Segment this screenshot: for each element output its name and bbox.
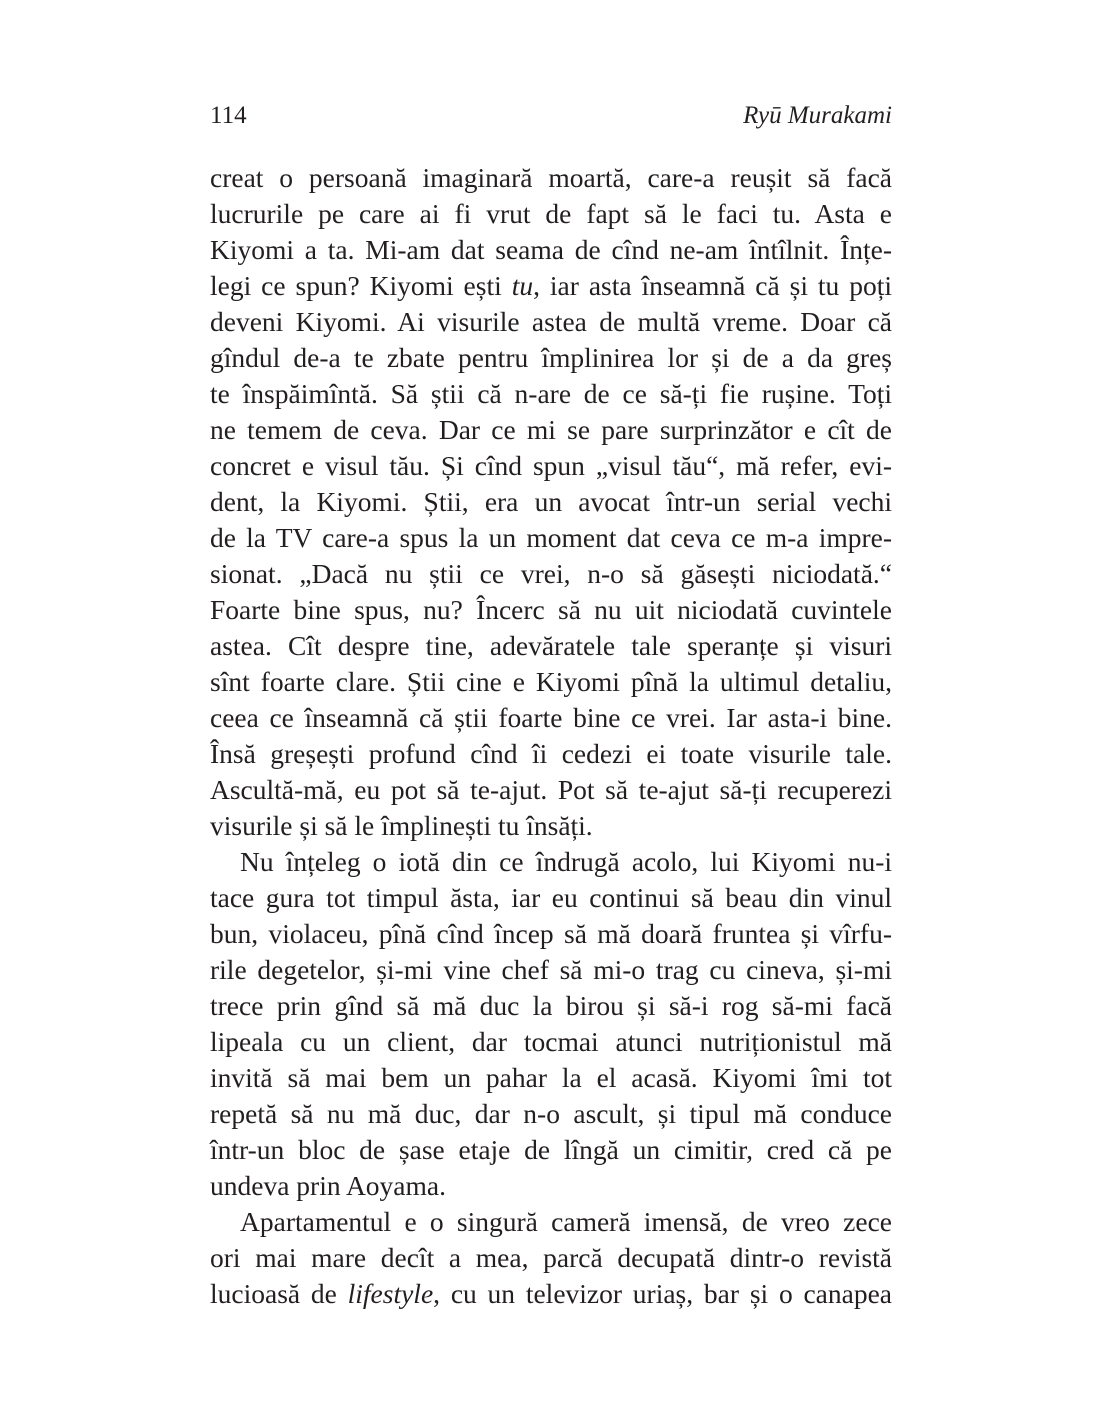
text-segment: legi ce spun? Kiyomi ești <box>210 270 512 301</box>
text-line: astea. Cît despre tine, adevăratele tale speranțe și visuri <box>210 630 892 661</box>
text-segment: , cu un televizor uriaș, bar și o canapea <box>433 1278 892 1309</box>
italic-segment: lifestyle <box>347 1278 434 1309</box>
text-line: bun, violaceu, pînă cînd încep să mă doară fruntea și vîrfu- <box>210 918 892 949</box>
text-line: dent, la Kiyomi. Știi, era un avocat într-un serial vechi <box>210 486 892 517</box>
text-line: Foarte bine spus, nu? Încerc să nu uit niciodată cuvintele <box>210 594 892 625</box>
text-line: Kiyomi a ta. Mi-am dat seama de cînd ne-am întîlnit. Înțe- <box>210 234 892 265</box>
text-line: ori mai mare decît a mea, parcă decupată dintr-o revistă <box>210 1242 892 1273</box>
text-segment: , iar asta înseamnă că și tu poți <box>533 270 892 301</box>
text-line: te înspăimîntă. Să știi că n-are de ce să-ți fie rușine. Toți <box>210 378 892 409</box>
text-line: concret e visul tău. Și cînd spun „visul tău“, mă refer, evi- <box>210 450 892 481</box>
text-line: invită să mai bem un pahar la el acasă. Kiyomi îmi tot <box>210 1062 892 1093</box>
text-line: trece prin gînd să mă duc la birou și să-i rog să-mi facă <box>210 990 892 1021</box>
text-line: creat o persoană imaginară moartă, care-a reușit să facă <box>210 162 892 193</box>
text-line: undeva prin Aoyama. <box>210 1170 446 1201</box>
page-number: 114 <box>210 102 247 129</box>
text-line: sionat. „Dacă nu știi ce vrei, n-o să găsești niciodată.“ <box>210 558 892 589</box>
body-text <box>210 160 892 1312</box>
text-line: sînt foarte clare. Știi cine e Kiyomi pînă la ultimul detaliu, <box>210 666 892 697</box>
text-line: tace gura tot timpul ăsta, iar eu continui să beau din vinul <box>210 882 892 913</box>
text-line: într-un bloc de șase etaje de lîngă un cimitir, cred că pe <box>210 1134 892 1165</box>
text-line: ne temem de ceva. Dar ce mi se pare surprinzător e cît de <box>210 414 892 445</box>
running-author: Ryū Murakami <box>743 102 892 129</box>
text-line: ceea ce înseamnă că știi foarte bine ce vrei. Iar asta-i bine. <box>210 702 892 733</box>
text-line: visurile și să le împlinești tu însăți. <box>210 810 593 841</box>
text-line <box>210 1276 892 1312</box>
italic-segment: tu <box>511 270 534 301</box>
text-line: gîndul de-a te zbate pentru împlinirea lor și de a da greș <box>210 342 892 373</box>
text-line: lipeala cu un client, dar tocmai atunci nutriționistul mă <box>210 1026 892 1057</box>
text-segment: lucioasă de <box>210 1278 348 1309</box>
text-line: repetă să nu mă duc, dar n-o ascult, și tipul mă conduce <box>210 1098 892 1129</box>
text-line: rile degetelor, și-mi vine chef să mi-o trag cu cineva, și-mi <box>210 954 892 985</box>
text-line: Apartamentul e o singură cameră imensă, de vreo zece <box>240 1206 892 1237</box>
text-line: Ascultă-mă, eu pot să te-ajut. Pot să te-ajut să-ți recuperezi <box>210 774 892 805</box>
text-line: Însă greșești profund cînd îi cedezi ei toate visurile tale. <box>210 738 892 769</box>
text-line: deveni Kiyomi. Ai visurile astea de multă vreme. Doar că <box>210 306 892 337</box>
text-line: Nu înțeleg o iotă din ce îndrugă acolo, lui Kiyomi nu-i <box>240 846 892 877</box>
text-line: lucrurile pe care ai fi vrut de fapt să le faci tu. Asta e <box>210 198 892 229</box>
running-header <box>210 102 892 138</box>
text-line: de la TV care-a spus la un moment dat ceva ce m-a impre- <box>210 522 892 553</box>
text-line <box>210 268 892 304</box>
